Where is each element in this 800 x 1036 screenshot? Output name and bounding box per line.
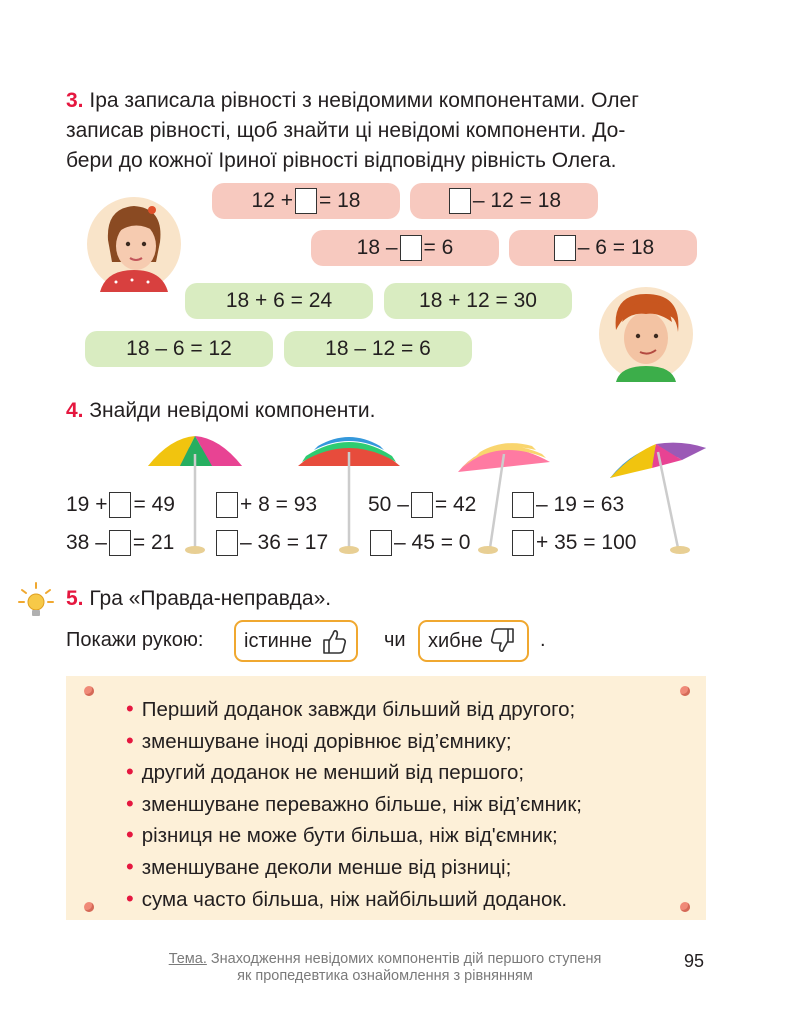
true-choice[interactable]: [234, 620, 358, 662]
oleg-equation-3[interactable]: 18 – 6 = 12: [85, 331, 273, 367]
bullet-icon: •: [126, 759, 134, 785]
footer-topic: [130, 951, 640, 985]
ira-equation-1[interactable]: [212, 183, 400, 219]
pin-icon: [680, 902, 690, 912]
statement-item[interactable]: [126, 852, 582, 884]
eq-part: 12 +: [251, 189, 293, 212]
bullet-icon: •: [126, 822, 134, 848]
statement-text: зменшуване деколи менше від різниці;: [141, 855, 512, 879]
or-text: чи: [384, 629, 406, 651]
bullet-icon: •: [126, 790, 134, 816]
eq-part: – 45 = 0: [394, 531, 471, 554]
task4-title: Знайди невідомі компоненти.: [89, 399, 376, 422]
bullet-icon: •: [126, 727, 134, 753]
answer-box[interactable]: [512, 492, 534, 518]
footer-line2: як пропедевтика ознайомлення з рівнянням: [237, 968, 533, 984]
answer-box[interactable]: [109, 492, 131, 518]
answer-box[interactable]: [512, 530, 534, 556]
footer-line1: Знаходження невідомих компонентів дій першого ступеня: [210, 951, 602, 967]
answer-box[interactable]: [295, 188, 317, 214]
task4-equation: [66, 490, 175, 520]
answer-box[interactable]: [554, 235, 576, 261]
pin-icon: [680, 686, 690, 696]
answer-box[interactable]: [400, 235, 422, 261]
task3-line3: бери до кожної Іриної рівності відповідну рівність Олега.: [66, 149, 617, 172]
answer-box[interactable]: [216, 492, 238, 518]
task3-number: 3.: [66, 89, 84, 112]
girl-illustration: [86, 196, 182, 292]
thumbs-down-icon: [489, 626, 519, 656]
task4-number: 4.: [66, 399, 84, 422]
task3-line1: Іра записала рівності з невідомими компонентами. Олег: [89, 89, 639, 112]
task4-equation: [510, 528, 636, 558]
task5-number: 5.: [66, 587, 84, 610]
false-label: хибне: [428, 629, 483, 652]
ira-equation-3[interactable]: [311, 230, 499, 266]
task3-line2: записав рівності, щоб знайти ці невідомі компоненти. До-: [66, 119, 626, 142]
page-number: 95: [684, 951, 705, 971]
bullet-icon: •: [126, 853, 134, 879]
eq-part: + 8 = 93: [240, 493, 318, 516]
task4-equation: [368, 528, 470, 558]
boy-illustration: [598, 286, 694, 382]
statement-item[interactable]: [126, 694, 582, 726]
task5-title: Гра «Правда-неправда».: [89, 587, 332, 610]
task4-equation: [214, 490, 317, 520]
eq-part: + 35 = 100: [536, 531, 637, 554]
eq-part: 19 +: [66, 493, 108, 516]
false-choice[interactable]: [418, 620, 529, 662]
eq-part: – 6 = 18: [577, 236, 655, 259]
statement-item[interactable]: [126, 884, 582, 916]
statement-item[interactable]: [126, 789, 582, 821]
statement-item[interactable]: [126, 726, 582, 758]
eq-part: 18 –: [356, 236, 398, 259]
eq-part: = 21: [132, 531, 175, 554]
oleg-equation-2[interactable]: 18 + 12 = 30: [384, 283, 572, 319]
eq-part: = 6: [423, 236, 454, 259]
eq-part: = 49: [133, 493, 175, 516]
ira-equation-2[interactable]: [410, 183, 598, 219]
eq-part: = 42: [434, 493, 477, 516]
task4-heading: [66, 396, 375, 426]
answer-box[interactable]: [109, 530, 131, 556]
task4-equation: [510, 490, 624, 520]
footer-tema-label: Тема.: [168, 951, 207, 967]
statement-text: зменшуване переважно більше, ніж від’ємник;: [141, 792, 583, 816]
true-label: істинне: [244, 629, 312, 652]
answer-box[interactable]: [216, 530, 238, 556]
answer-box[interactable]: [449, 188, 471, 214]
task5-prompt: Покажи рукою:: [66, 629, 204, 651]
eq-part: – 19 = 63: [536, 493, 625, 516]
task4-equation: [368, 490, 476, 520]
eq-part: – 12 = 18: [472, 189, 562, 212]
pin-icon: [84, 902, 94, 912]
task3-text: [66, 86, 746, 176]
statement-text: Перший доданок завжди більший від другого;: [141, 698, 576, 721]
answer-box[interactable]: [411, 492, 433, 518]
pin-icon: [84, 686, 94, 696]
task4-equation: [66, 528, 174, 558]
statement-text: різниця не може бути більша, ніж від'ємник;: [141, 824, 558, 848]
task5-heading: [66, 584, 331, 614]
eq-part: 50 –: [368, 493, 409, 516]
bullet-icon: •: [126, 885, 134, 911]
prompt-end: .: [540, 629, 546, 651]
answer-box[interactable]: [370, 530, 392, 556]
statements-list: [126, 694, 582, 915]
statement-text: сума часто більша, ніж найбільший доданок.: [141, 887, 568, 911]
statement-item[interactable]: [126, 820, 582, 852]
ira-equation-4[interactable]: [509, 230, 697, 266]
eq-part: 38 –: [66, 531, 107, 554]
eq-part: = 18: [319, 189, 361, 212]
bullet-icon: •: [126, 696, 134, 721]
lightbulb-icon: [18, 582, 54, 622]
oleg-equation-1[interactable]: 18 + 6 = 24: [185, 283, 373, 319]
eq-part: – 36 = 17: [240, 531, 329, 554]
task4-equation: [214, 528, 328, 558]
statement-text: другий доданок не менший від першого;: [141, 761, 525, 785]
statement-text: зменшуване іноді дорівнює від’ємнику;: [141, 729, 512, 753]
thumbs-up-icon: [318, 626, 348, 656]
statement-item[interactable]: [126, 757, 582, 789]
oleg-equation-4[interactable]: 18 – 12 = 6: [284, 331, 472, 367]
